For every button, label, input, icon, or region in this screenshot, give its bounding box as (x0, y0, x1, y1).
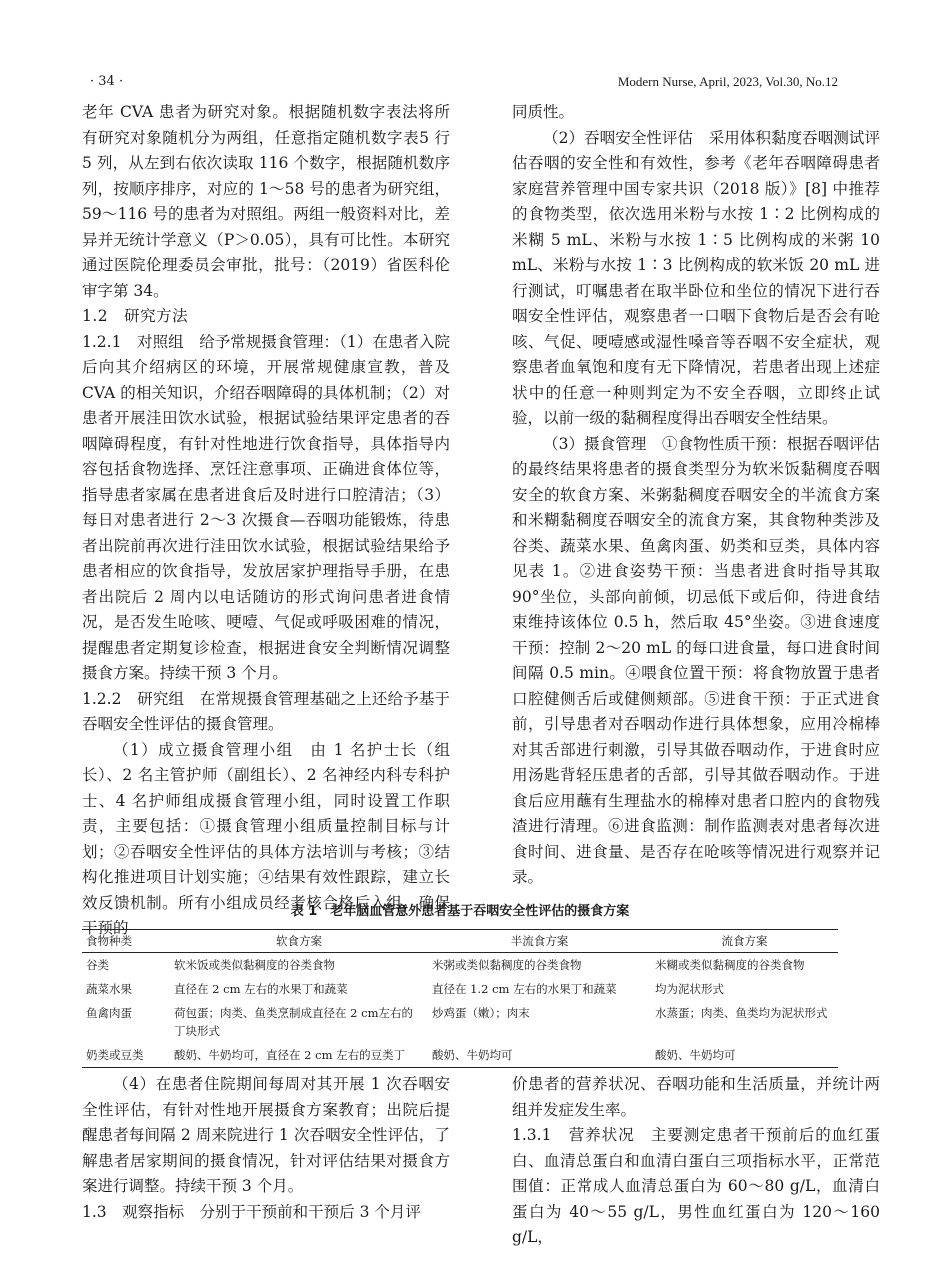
table-header-row (82, 930, 838, 953)
paragraph-management-group: （1）成立摄食管理小组 由 1 名护士长（组长）、2 名主管护师（副组长）、2 名神经内科专科护士、4 名护师组成摄食管理小组，同时设置工作职责，主要包括：①摄食管理小组质量控制目标与计划；②吞咽安全性评估的具体方法培训与考核；③结构化推进项目计划实施；④结果有效性跟踪，建立长效反馈机制。所有小组成员经考核合格后入组，确保干预的 (82, 740, 450, 937)
journal-citation: Modern Nurse, April, 2023, Vol.30, No.12 (617, 74, 838, 89)
paragraph-continuation: 同质性。 (512, 103, 575, 121)
table-cell: 酸奶、牛奶均可 (651, 1043, 838, 1068)
section-1-2-heading: 1.2 研究方法 (82, 307, 189, 325)
bottom-left-column (82, 1072, 450, 1225)
paragraph-swallow-evaluation: （2）吞咽安全性评估 采用体积黏度吞咽测试评估吞咽的安全性和有效性，参考《老年吞咽障碍患者家庭营养管理中国专家共识（2018 版）》[8] 中推荐的食物类型，依次选用米粉与水按 1∶2 比例构成的米糊 5 mL、米粉与水按 1∶5 比例构成的米粥 10 mL、米粉与水按 1∶3 比例构成的软米饭 20 mL 进行测试，叮嘱患者在取半卧位和坐位的情况下进行吞咽安全性评估，观察患者一口咽下食物后是否会有呛咳、气促、哽噎感或湿性嗓音等吞咽不安全症状，观察患者血氧饱和度有无下降情况，若患者出现上述症状中的任意一种则判定为不安全吞咽，立即终止试验，以前一级的黏稠程度得出吞咽安全性结果。 (512, 128, 880, 427)
table-cell: 均为泥状形式 (655, 982, 724, 996)
table-row (82, 953, 838, 978)
table-row (82, 1001, 838, 1043)
table-row (82, 1043, 838, 1068)
section-1-3-heading: 1.3 观察指标 分别于干预前和干预后 3 个月评 (82, 1202, 421, 1221)
table-cell: 米粥或类似黏稠度的谷类食物 (432, 958, 582, 972)
section-1-2-1: 1.2.1 对照组 给予常规摄食管理：（1）在患者入院后向其介绍病区的环境，开展常规健康宣教，普及 CVA 的相关知识，介绍吞咽障碍的具体机制；（2）对患者开展洼田饮水试验，根据试验结果评定患者的吞咽障碍程度，有针对性地进行饮食指导，具体指导内容包括食物选择、烹饪注意事项、正确进食体位等，指导患者家属在患者进食后及时进行口腔清洁；（3）每日对患者进行 2～3 次摄食—吞咽功能锻炼，待患者出院前再次进行洼田饮水试验，根据试验结果给予患者相应的饮食指导，发放居家护理指导手册，在患者出院后 2 周内以电话随访的形式询问患者进食情况，是否发生呛咳、哽噎、气促或呼吸困难的情况，提醒患者定期复诊检查，根据进食安全判断情况调整摄食方案。持续干预 3 个月。 (82, 332, 450, 682)
bottom-right-column (512, 1072, 880, 1251)
table-cell: 鱼禽肉蛋 (86, 1006, 132, 1020)
table-cell: 直径在 2 cm 左右的水果丁和蔬菜 (174, 982, 348, 996)
paragraph-periodic-evaluation: （4）在患者住院期间每周对其开展 1 次吞咽安全性评估，有针对性地开展摄食方案教育；出院后提醒患者每间隔 2 周来院进行 1 次吞咽安全性评估，了解患者居家期间的摄食情况，针对评估结果对摄食方案进行调整。持续干预 3 个月。 (82, 1075, 450, 1195)
paragraph-indicator-continuation: 价患者的营养状况、吞咽功能和生活质量，并统计两组并发症发生率。 (512, 1075, 880, 1119)
page-header (82, 70, 838, 94)
table-header-cell: 软食方案 (170, 930, 428, 953)
left-column (82, 100, 450, 942)
section-1-2-2: 1.2.2 研究组 在常规摄食管理基础之上还给予基于吞咽安全性评估的摄食管理。 (82, 689, 450, 733)
table-cell: 米糊或类似黏稠度的谷类食物 (655, 958, 805, 972)
table-header-cell: 半流食方案 (428, 930, 651, 953)
paragraph-feeding-management: （3）摄食管理 ①食物性质干预：根据吞咽评估的最终结果将患者的摄食类型分为软米饭黏稠度吞咽安全的软食方案、米粥黏稠度吞咽安全的半流食方案和米糊黏稠度吞咽安全的流食方案，其食物种类涉及谷类、蔬菜水果、鱼禽肉蛋、奶类和豆类，具体内容见表 1。②进食姿势干预：当患者进食时指导其取 90°坐位，头部向前倾，切忌低下或后仰，待进食结束维持该体位 0.5 h，然后取 45°坐姿。③进食速度干预：控制 2～20 mL 的每口进食量，每口进食时间间隔 0.5 min。④喂食位置干预：将食物放置于患者口腔健侧舌后或健侧颊部。⑤进食干预：于正式进食前，引导患者对吞咽动作进行具体想象，应用冷棉棒对其舌部进行刺激，引导其做吞咽动作，于进食时应用汤匙背轻压患者的舌部，引导其做吞咽动作。于进食后应用蘸有生理盐水的棉棒对患者口腔内的食物残渣进行清理。⑥进食监测：制作监测表对患者每次进食时间、进食量、是否存在呛咳等情况进行观察并记录。 (512, 434, 880, 886)
section-1-3-1: 1.3.1 营养状况 主要测定患者干预前后的血红蛋白、血清总蛋白和血清白蛋白三项指标水平，正常范围值：正常成人血清总蛋白为 60～80 g/L，血清白蛋白为 40～55 g/L，男性血红蛋白为 120～160 g/L， (512, 1126, 880, 1246)
table-cell: 水蒸蛋；肉类、鱼类均为泥状形式 (655, 1006, 828, 1020)
table-cell: 荷包蛋；肉类、鱼类烹制成直径在 2 cm左右的丁块形式 (174, 1006, 413, 1038)
table-cell: 蔬菜水果 (86, 982, 132, 996)
right-column (512, 100, 880, 891)
page-number: · 34 · (90, 74, 124, 89)
feeding-plan-table (82, 929, 838, 1068)
table-header-cell: 流食方案 (651, 930, 838, 953)
table-cell: 酸奶、牛奶均可，直径在 2 cm 左右的豆类丁 (170, 1043, 428, 1068)
table-cell: 谷类 (86, 958, 109, 972)
table-title: 表 1 老年脑血管意外患者基于吞咽安全性评估的摄食方案 (290, 904, 630, 919)
table-header-cell: 食物种类 (82, 930, 170, 953)
table-cell: 奶类或豆类 (82, 1043, 170, 1068)
table-cell: 软米饭或类似黏稠度的谷类食物 (174, 958, 335, 972)
table-cell: 炒鸡蛋（嫩）；肉末 (432, 1006, 530, 1020)
paragraph-subjects: 老年 CVA 患者为研究对象。根据随机数字表法将所有研究对象随机分为两组，任意指定随机数字表5 行 5 列，从左到右依次读取 116 个数字，根据随机数序列，按顺序排序，对应的 1～58 号的患者为研究组，59～116 号的患者为对照组。两组一般资料对比，差异并无统计学意义（P＞0.05），具有可比性。本研究通过医院伦理委员会审批，批号：（2019）省医科伦审字第 34。 (82, 103, 450, 300)
table-row (82, 977, 838, 1001)
table-cell: 直径在 1.2 cm 左右的水果丁和蔬菜 (432, 982, 617, 996)
table-cell: 酸奶、牛奶均可 (428, 1043, 651, 1068)
